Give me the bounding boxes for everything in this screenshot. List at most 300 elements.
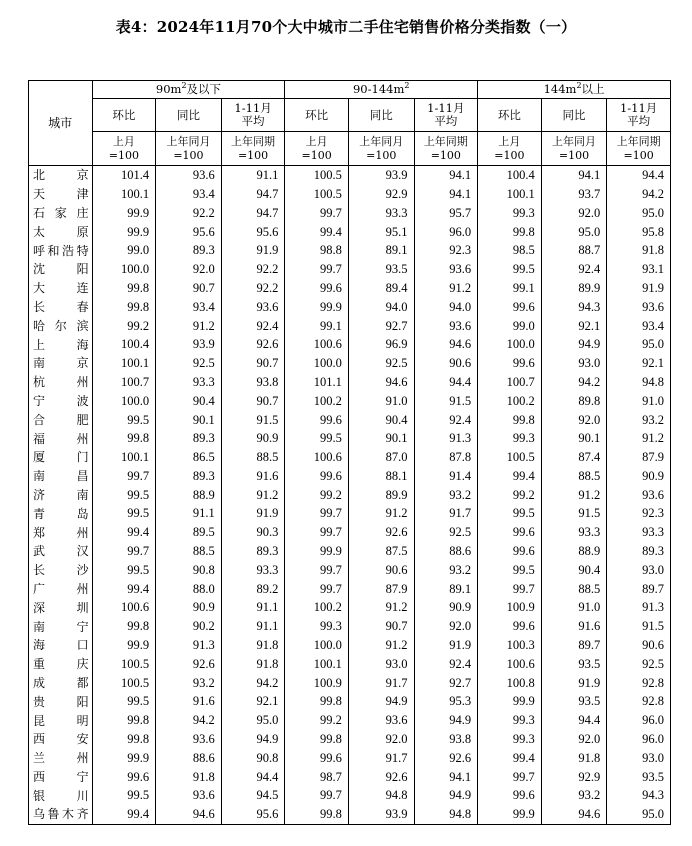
index-value: 100.7 <box>478 373 542 392</box>
index-value: 94.4 <box>221 768 285 787</box>
index-value: 91.1 <box>221 598 285 617</box>
index-value: 100.5 <box>92 655 156 674</box>
city-name: 重庆 <box>29 655 93 674</box>
index-value: 99.2 <box>478 486 542 505</box>
city-name: 昆明 <box>29 711 93 730</box>
index-value: 90.9 <box>221 429 285 448</box>
index-value: 99.9 <box>285 298 349 317</box>
index-value: 99.6 <box>478 298 542 317</box>
city-name: 深圳 <box>29 598 93 617</box>
index-value: 92.9 <box>348 185 414 204</box>
index-value: 96.0 <box>607 730 671 749</box>
index-value: 92.6 <box>414 749 478 768</box>
index-value: 100.1 <box>92 448 156 467</box>
index-value: 93.1 <box>607 260 671 279</box>
index-value: 90.4 <box>541 561 607 580</box>
metric-header: 1-11月 平均 <box>221 99 285 132</box>
index-value: 92.8 <box>607 692 671 711</box>
city-name: 西安 <box>29 730 93 749</box>
index-value: 89.7 <box>607 580 671 599</box>
index-value: 91.7 <box>414 504 478 523</box>
index-value: 94.8 <box>607 373 671 392</box>
table-row <box>29 636 671 655</box>
index-value: 91.3 <box>414 429 478 448</box>
index-value: 99.7 <box>285 204 349 223</box>
index-value: 99.4 <box>285 222 349 241</box>
index-value: 99.5 <box>92 486 156 505</box>
city-name: 济南 <box>29 486 93 505</box>
index-value: 91.7 <box>348 749 414 768</box>
sub-label-row <box>29 99 671 132</box>
index-value: 91.5 <box>541 504 607 523</box>
index-value: 91.2 <box>348 636 414 655</box>
index-value: 99.4 <box>478 749 542 768</box>
index-value: 99.3 <box>478 204 542 223</box>
index-value: 99.5 <box>478 260 542 279</box>
index-value: 99.0 <box>92 241 156 260</box>
city-name: 乌鲁木齐 <box>29 805 93 824</box>
index-value: 90.7 <box>348 617 414 636</box>
table-row <box>29 580 671 599</box>
index-value: 93.4 <box>156 298 222 317</box>
index-value: 100.2 <box>285 598 349 617</box>
base-header: 上年同月 =100 <box>348 132 414 166</box>
index-value: 100.2 <box>478 392 542 411</box>
index-value: 91.2 <box>221 486 285 505</box>
city-name: 厦门 <box>29 448 93 467</box>
base-header: 上年同期 =100 <box>414 132 478 166</box>
index-value: 93.2 <box>414 561 478 580</box>
index-value: 93.9 <box>348 805 414 824</box>
index-value: 98.5 <box>478 241 542 260</box>
index-value: 92.1 <box>221 692 285 711</box>
index-value: 91.8 <box>541 749 607 768</box>
index-value: 92.2 <box>156 204 222 223</box>
index-value: 100.1 <box>285 655 349 674</box>
index-value: 99.8 <box>92 730 156 749</box>
index-value: 90.4 <box>348 410 414 429</box>
index-value: 91.8 <box>607 241 671 260</box>
index-value: 93.4 <box>156 185 222 204</box>
index-value: 92.4 <box>541 260 607 279</box>
index-value: 93.7 <box>541 185 607 204</box>
index-value: 92.3 <box>414 241 478 260</box>
index-value: 92.6 <box>221 335 285 354</box>
table-row <box>29 316 671 335</box>
index-value: 99.9 <box>92 222 156 241</box>
index-value: 98.8 <box>285 241 349 260</box>
index-value: 95.6 <box>221 222 285 241</box>
index-value: 92.0 <box>348 730 414 749</box>
index-value: 91.9 <box>607 279 671 298</box>
table-row <box>29 768 671 787</box>
city-name: 南京 <box>29 354 93 373</box>
index-value: 90.1 <box>348 429 414 448</box>
index-value: 93.0 <box>541 354 607 373</box>
index-value: 88.9 <box>156 486 222 505</box>
index-value: 90.1 <box>541 429 607 448</box>
index-value: 93.2 <box>607 410 671 429</box>
index-value: 99.4 <box>478 467 542 486</box>
index-value: 91.1 <box>156 504 222 523</box>
index-value: 89.3 <box>607 542 671 561</box>
index-value: 100.6 <box>285 335 349 354</box>
index-value: 91.7 <box>348 674 414 693</box>
index-value: 99.7 <box>285 786 349 805</box>
index-value: 93.6 <box>348 711 414 730</box>
index-value: 92.0 <box>156 260 222 279</box>
city-name: 成都 <box>29 674 93 693</box>
index-value: 89.9 <box>348 486 414 505</box>
index-value: 91.6 <box>221 467 285 486</box>
index-value: 94.9 <box>414 711 478 730</box>
index-value: 91.0 <box>541 598 607 617</box>
index-value: 94.6 <box>156 805 222 824</box>
index-value: 99.6 <box>478 786 542 805</box>
index-value: 99.8 <box>478 222 542 241</box>
index-value: 100.0 <box>92 392 156 411</box>
index-value: 99.2 <box>92 316 156 335</box>
index-value: 99.5 <box>285 429 349 448</box>
index-value: 95.6 <box>156 222 222 241</box>
index-value: 93.6 <box>156 786 222 805</box>
city-name: 南宁 <box>29 617 93 636</box>
index-value: 100.0 <box>478 335 542 354</box>
table-row <box>29 598 671 617</box>
index-value: 99.8 <box>285 730 349 749</box>
base-header: 上年同期 =100 <box>221 132 285 166</box>
index-value: 89.7 <box>541 636 607 655</box>
table-row <box>29 749 671 768</box>
index-value: 93.6 <box>607 486 671 505</box>
index-value: 92.6 <box>156 655 222 674</box>
index-value: 91.6 <box>156 692 222 711</box>
index-value: 93.5 <box>607 768 671 787</box>
city-name: 郑州 <box>29 523 93 542</box>
index-value: 95.0 <box>541 222 607 241</box>
city-name: 北京 <box>29 166 93 185</box>
index-value: 89.8 <box>541 392 607 411</box>
index-value: 92.8 <box>607 674 671 693</box>
index-value: 88.5 <box>221 448 285 467</box>
index-value: 92.1 <box>541 316 607 335</box>
index-value: 94.2 <box>221 674 285 693</box>
index-value: 94.2 <box>156 711 222 730</box>
metric-header: 1-11月 平均 <box>414 99 478 132</box>
index-value: 94.4 <box>607 166 671 185</box>
index-value: 100.8 <box>478 674 542 693</box>
index-value: 99.7 <box>92 467 156 486</box>
index-value: 99.3 <box>285 617 349 636</box>
index-value: 94.9 <box>541 335 607 354</box>
index-value: 99.6 <box>92 768 156 787</box>
index-value: 93.0 <box>607 749 671 768</box>
index-value: 96.9 <box>348 335 414 354</box>
index-value: 99.7 <box>478 768 542 787</box>
index-value: 89.1 <box>348 241 414 260</box>
index-value: 91.8 <box>221 655 285 674</box>
index-value: 99.9 <box>478 692 542 711</box>
table-row <box>29 674 671 693</box>
base-header: 上月 =100 <box>92 132 156 166</box>
table-row <box>29 805 671 824</box>
index-value: 99.9 <box>478 805 542 824</box>
page-title: 表4：2024年11月70个大中城市二手住宅销售价格分类指数（一） <box>115 18 577 36</box>
index-value: 94.5 <box>221 786 285 805</box>
index-value: 87.5 <box>348 542 414 561</box>
index-value: 92.0 <box>541 410 607 429</box>
index-value: 100.5 <box>478 448 542 467</box>
city-name: 宁波 <box>29 392 93 411</box>
index-value: 99.8 <box>92 617 156 636</box>
index-value: 99.7 <box>285 580 349 599</box>
index-value: 90.7 <box>156 279 222 298</box>
city-name: 上海 <box>29 335 93 354</box>
index-value: 91.4 <box>414 467 478 486</box>
index-value: 99.4 <box>92 805 156 824</box>
index-value: 99.6 <box>478 354 542 373</box>
index-value: 93.5 <box>348 260 414 279</box>
city-name: 兰州 <box>29 749 93 768</box>
table-row <box>29 711 671 730</box>
index-value: 99.2 <box>285 486 349 505</box>
index-value: 100.1 <box>478 185 542 204</box>
index-value: 92.6 <box>348 523 414 542</box>
index-value: 95.3 <box>414 692 478 711</box>
index-value: 99.5 <box>92 504 156 523</box>
index-value: 93.9 <box>156 335 222 354</box>
index-value: 100.5 <box>285 166 349 185</box>
city-name: 合肥 <box>29 410 93 429</box>
table-row <box>29 335 671 354</box>
index-value: 94.9 <box>221 730 285 749</box>
metric-header: 环比 <box>478 99 542 132</box>
index-value: 93.4 <box>607 316 671 335</box>
index-value: 92.4 <box>221 316 285 335</box>
index-value: 87.9 <box>348 580 414 599</box>
index-value: 88.7 <box>541 241 607 260</box>
index-value: 90.8 <box>156 561 222 580</box>
index-value: 92.9 <box>541 768 607 787</box>
index-value: 95.6 <box>221 805 285 824</box>
index-value: 88.0 <box>156 580 222 599</box>
index-value: 100.6 <box>285 448 349 467</box>
index-value: 99.5 <box>92 561 156 580</box>
index-value: 93.6 <box>156 730 222 749</box>
table-row <box>29 561 671 580</box>
index-value: 94.6 <box>541 805 607 824</box>
city-name: 天津 <box>29 185 93 204</box>
table-row <box>29 279 671 298</box>
index-value: 100.7 <box>92 373 156 392</box>
index-value: 99.7 <box>285 504 349 523</box>
metric-header: 同比 <box>348 99 414 132</box>
index-value: 99.1 <box>285 316 349 335</box>
index-value: 94.1 <box>414 166 478 185</box>
index-value: 94.9 <box>414 786 478 805</box>
city-name: 贵阳 <box>29 692 93 711</box>
index-value: 91.9 <box>414 636 478 655</box>
index-value: 92.7 <box>348 316 414 335</box>
index-value: 93.8 <box>414 730 478 749</box>
index-value: 100.4 <box>92 335 156 354</box>
table-row <box>29 354 671 373</box>
index-value: 91.2 <box>414 279 478 298</box>
table-row <box>29 429 671 448</box>
index-value: 90.4 <box>156 392 222 411</box>
index-value: 93.0 <box>607 561 671 580</box>
index-value: 99.8 <box>92 279 156 298</box>
index-value: 99.4 <box>92 580 156 599</box>
index-value: 89.4 <box>348 279 414 298</box>
index-value: 99.8 <box>92 429 156 448</box>
index-value: 94.2 <box>607 185 671 204</box>
index-value: 100.0 <box>285 354 349 373</box>
index-value: 91.2 <box>348 598 414 617</box>
index-value: 92.5 <box>414 523 478 542</box>
index-value: 87.4 <box>541 448 607 467</box>
index-value: 91.1 <box>221 166 285 185</box>
city-name: 海口 <box>29 636 93 655</box>
index-value: 95.0 <box>607 805 671 824</box>
index-value: 93.6 <box>414 260 478 279</box>
index-value: 88.9 <box>541 542 607 561</box>
index-value: 89.9 <box>541 279 607 298</box>
index-value: 96.0 <box>414 222 478 241</box>
index-value: 89.2 <box>221 580 285 599</box>
index-value: 99.5 <box>92 410 156 429</box>
index-value: 100.1 <box>92 354 156 373</box>
index-value: 92.7 <box>414 674 478 693</box>
table-row <box>29 617 671 636</box>
index-value: 99.6 <box>285 279 349 298</box>
table-row <box>29 260 671 279</box>
index-value: 92.0 <box>541 730 607 749</box>
index-value: 90.6 <box>607 636 671 655</box>
table-body <box>29 166 671 825</box>
index-value: 99.6 <box>478 523 542 542</box>
index-value: 86.5 <box>156 448 222 467</box>
index-value: 93.3 <box>541 523 607 542</box>
index-value: 100.4 <box>478 166 542 185</box>
index-value: 91.3 <box>607 598 671 617</box>
index-value: 92.0 <box>541 204 607 223</box>
index-value: 93.3 <box>348 204 414 223</box>
index-value: 94.0 <box>348 298 414 317</box>
index-value: 90.9 <box>156 598 222 617</box>
city-name: 长沙 <box>29 561 93 580</box>
index-value: 94.7 <box>221 204 285 223</box>
index-value: 90.2 <box>156 617 222 636</box>
index-value: 100.5 <box>92 674 156 693</box>
index-value: 99.7 <box>285 561 349 580</box>
group-header-small: $90m^2$及以下 <box>92 81 285 99</box>
city-column-header: 城市 <box>29 81 93 166</box>
base-header: 上年同期 =100 <box>607 132 671 166</box>
index-value: 89.1 <box>414 580 478 599</box>
table-row <box>29 166 671 185</box>
index-value: 93.2 <box>156 674 222 693</box>
index-value: 88.5 <box>541 467 607 486</box>
index-value: 91.9 <box>541 674 607 693</box>
index-value: 89.3 <box>156 467 222 486</box>
index-value: 92.3 <box>607 504 671 523</box>
index-value: 99.4 <box>92 523 156 542</box>
index-value: 99.5 <box>478 504 542 523</box>
index-value: 90.9 <box>607 467 671 486</box>
group-header-medium: $90-144m^2$ <box>285 81 478 99</box>
index-value: 92.2 <box>221 260 285 279</box>
city-name: 哈尔滨 <box>29 316 93 335</box>
index-value: 99.8 <box>285 692 349 711</box>
index-value: 91.6 <box>541 617 607 636</box>
index-value: 95.8 <box>607 222 671 241</box>
index-value: 87.9 <box>607 448 671 467</box>
index-value: 90.7 <box>221 354 285 373</box>
index-value: 100.0 <box>92 260 156 279</box>
index-value: 87.8 <box>414 448 478 467</box>
index-value: 94.2 <box>541 373 607 392</box>
base-header: 上月 =100 <box>478 132 542 166</box>
table-row <box>29 655 671 674</box>
table-row <box>29 373 671 392</box>
index-value: 99.9 <box>285 542 349 561</box>
index-value: 100.2 <box>285 392 349 411</box>
index-value: 88.5 <box>156 542 222 561</box>
index-value: 93.3 <box>156 373 222 392</box>
index-value: 88.5 <box>541 580 607 599</box>
table-row <box>29 692 671 711</box>
index-value: 93.2 <box>541 786 607 805</box>
index-value: 99.6 <box>478 542 542 561</box>
index-value: 100.6 <box>478 655 542 674</box>
index-value: 92.6 <box>348 768 414 787</box>
group-header-large: $144m^2$以上 <box>478 81 671 99</box>
index-value: 94.6 <box>348 373 414 392</box>
index-value: 99.7 <box>285 523 349 542</box>
index-value: 94.4 <box>414 373 478 392</box>
index-value: 99.8 <box>92 298 156 317</box>
index-value: 94.3 <box>541 298 607 317</box>
table-row <box>29 410 671 429</box>
metric-header: 环比 <box>92 99 156 132</box>
index-value: 99.6 <box>478 617 542 636</box>
index-value: 99.7 <box>92 542 156 561</box>
index-value: 91.8 <box>221 636 285 655</box>
index-value: 99.9 <box>92 636 156 655</box>
city-name: 呼和浩特 <box>29 241 93 260</box>
table-row <box>29 504 671 523</box>
index-value: 92.2 <box>221 279 285 298</box>
index-value: 93.3 <box>221 561 285 580</box>
table-row <box>29 204 671 223</box>
index-value: 100.3 <box>478 636 542 655</box>
index-value: 98.7 <box>285 768 349 787</box>
city-name: 福州 <box>29 429 93 448</box>
table-row <box>29 523 671 542</box>
index-value: 95.0 <box>607 204 671 223</box>
city-name: 杭州 <box>29 373 93 392</box>
metric-header: 1-11月 平均 <box>607 99 671 132</box>
index-value: 99.7 <box>285 260 349 279</box>
index-value: 99.5 <box>478 561 542 580</box>
index-value: 99.8 <box>478 410 542 429</box>
index-value: 99.7 <box>478 580 542 599</box>
index-value: 91.9 <box>221 241 285 260</box>
city-name: 石家庄 <box>29 204 93 223</box>
index-value: 93.0 <box>348 655 414 674</box>
index-value: 94.3 <box>607 786 671 805</box>
